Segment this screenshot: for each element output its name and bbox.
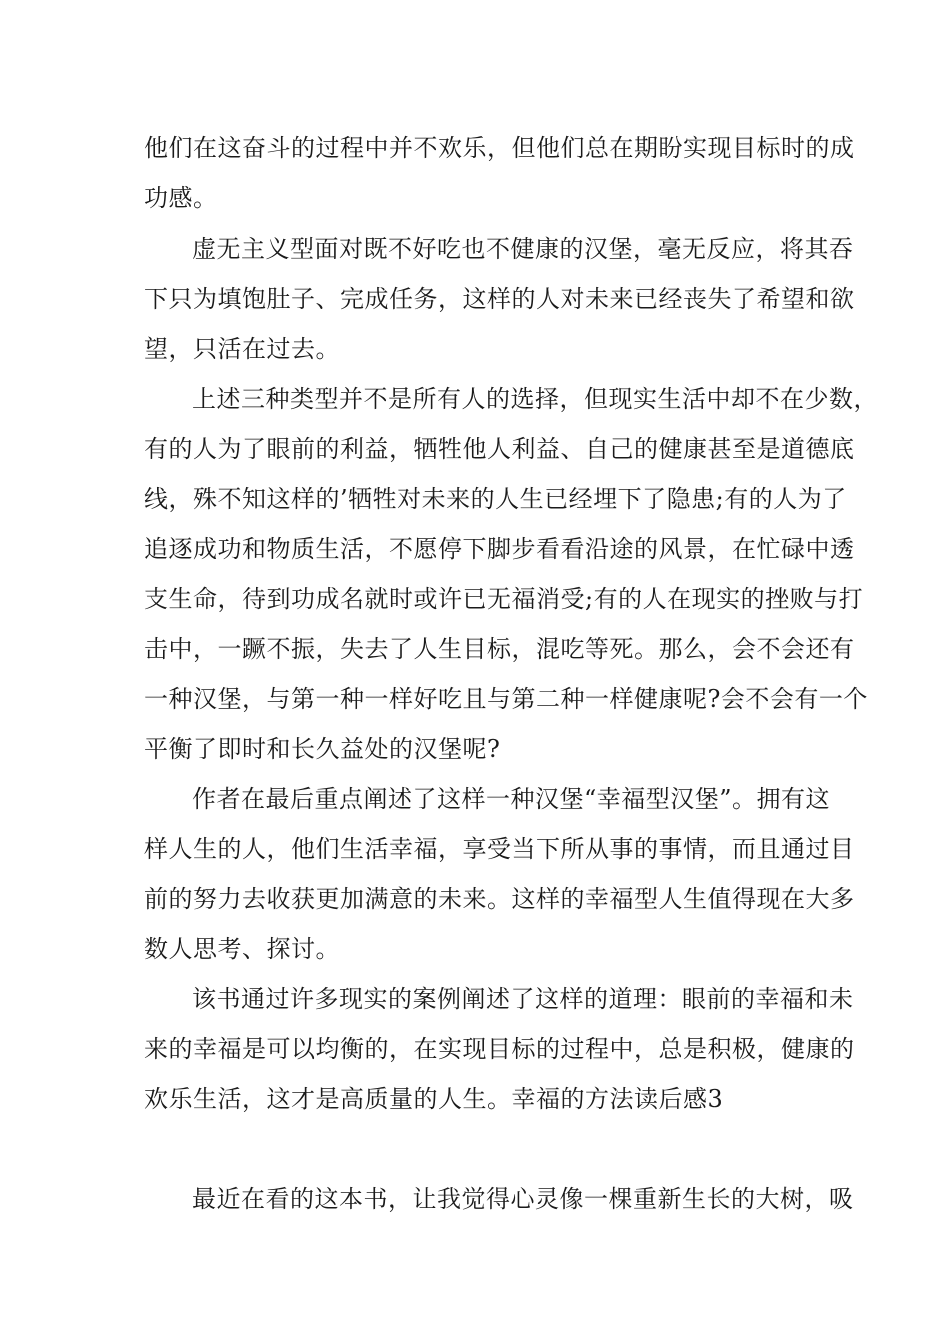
- text-line: 欢乐生活，这才是高质量的人生。幸福的方法读后感3: [144, 1085, 724, 1113]
- paragraph-first-line: 最近在看的这本书，让我觉得心灵像一棵重新生长的大树，吸: [192, 1185, 854, 1213]
- text-line: 一种汉堡，与第一种一样好吃且与第二种一样健康呢?会不会有一个: [144, 685, 868, 713]
- text-line: 来的幸福是可以均衡的，在实现目标的过程中，总是积极，健康的: [144, 1035, 855, 1063]
- text-line: 样人生的人，他们生活幸福，享受当下所从事的事情，而且通过目: [144, 835, 855, 863]
- text-line: 下只为填饱肚子、完成任务，这样的人对未来已经丧失了希望和欲: [144, 285, 855, 313]
- text-line: 有的人为了眼前的利益，牺牲他人利益、自己的健康甚至是道德底: [144, 435, 855, 463]
- paragraph-first-line: 该书通过许多现实的案例阐述了这样的道理：眼前的幸福和未: [192, 985, 854, 1013]
- text-line: 功感。: [144, 184, 218, 212]
- text-line: 他们在这奋斗的过程中并不欢乐，但他们总在期盼实现目标时的成: [144, 134, 855, 162]
- text-line: 望，只活在过去。: [144, 335, 340, 363]
- text-line: 前的努力去收获更加满意的未来。这样的幸福型人生值得现在大多: [144, 885, 855, 913]
- text-line: 击中，一蹶不振，失去了人生目标，混吃等死。那么，会不会还有: [144, 635, 855, 663]
- text-line: 支生命，待到功成名就时或许已无福消受;有的人在现实的挫败与打: [144, 585, 864, 613]
- text-line: 平衡了即时和长久益处的汉堡呢?: [144, 735, 501, 763]
- text-line: 追逐成功和物质生活，不愿停下脚步看看沿途的风景，在忙碌中透: [144, 535, 855, 563]
- paragraph-first-line: 作者在最后重点阐述了这样一种汉堡“幸福型汉堡”。拥有这: [192, 785, 831, 813]
- text-line: 线，殊不知这样的’牺牲对未来的人生已经埋下了隐患;有的人为了: [144, 485, 847, 513]
- paragraph-first-line: 虚无主义型面对既不好吃也不健康的汉堡，毫无反应，将其吞: [192, 235, 854, 263]
- paragraph-first-line: 上述三种类型并不是所有人的选择，但现实生活中却不在少数，: [192, 385, 878, 413]
- text-line: 数人思考、探讨。: [144, 935, 340, 963]
